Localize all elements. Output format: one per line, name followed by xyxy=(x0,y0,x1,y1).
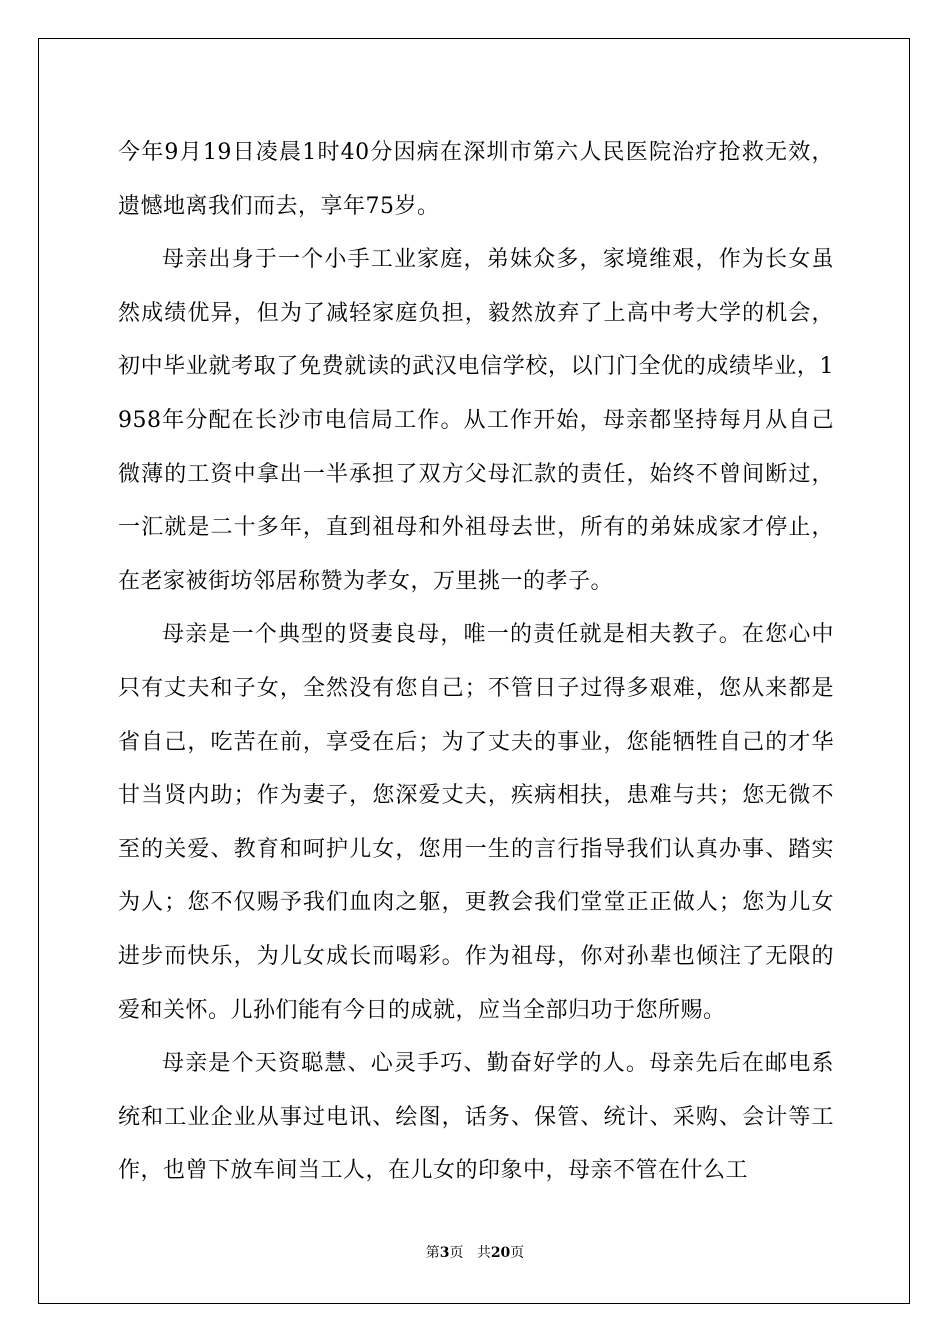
total-suffix: 页 xyxy=(510,1245,525,1261)
document-body xyxy=(118,126,834,1198)
paragraph-2: 母亲出身于一个小手工业家庭，弟妹众多，家境维艰，作为长女虽然成绩优异，但为了减轻家庭负担，毅然放弃了上高中考大学的机会，初中毕业就考取了免费就读的武汉电信学校，以门门全优的成绩毕业，1958年分配在长沙市电信局工作。从工作开始，母亲都坚持每月从自己微薄的工资中拿出一半承担了双方父母汇款的责任，始终不曾间断过，一汇就是二十多年，直到祖母和外祖母去世，所有的弟妹成家才停止，在老家被街坊邻居称赞为孝女，万里挑一的孝子。 xyxy=(118,247,834,594)
total-prefix: 共 xyxy=(476,1245,491,1261)
page-footer xyxy=(0,1244,950,1262)
paragraph-1: 今年9月19日凌晨1时40分因病在深圳市第六人民医院治疗抢救无效，遗憾地离我们而去，享年75岁。 xyxy=(118,140,834,219)
paragraph-3: 母亲是一个典型的贤妻良母，唯一的责任就是相夫教子。在您心中只有丈夫和子女，全然没有您自己；不管日子过得多艰难，您从来都是省自己，吃苦在前，享受在后；为了丈夫的事业，您能牺牲自己的才华甘当贤内助；作为妻子，您深爱丈夫，疾病相扶，患难与共；您无微不至的关爱、教育和呵护儿女，您用一生的言行指导我们认真办事、踏实为人；您不仅赐予我们血肉之躯，更教会我们堂堂正正做人；您为儿女进步而快乐，为儿女成长而喝彩。作为祖母，你对孙辈也倾注了无限的爱和关怀。儿孙们能有今日的成就，应当全部归功于您所赐。 xyxy=(118,622,834,1023)
page-current: 3 xyxy=(439,1245,450,1261)
page-prefix: 第 xyxy=(425,1245,440,1261)
page-total: 20 xyxy=(490,1245,511,1261)
paragraph-4: 母亲是个天资聪慧、心灵手巧、勤奋好学的人。母亲先后在邮电系统和工业企业从事过电讯、绘图，话务、保管、统计、采购、会计等工作，也曾下放车间当工人，在儿女的印象中，母亲不管在什么工 xyxy=(118,1051,834,1184)
page-suffix: 页 xyxy=(449,1245,464,1261)
